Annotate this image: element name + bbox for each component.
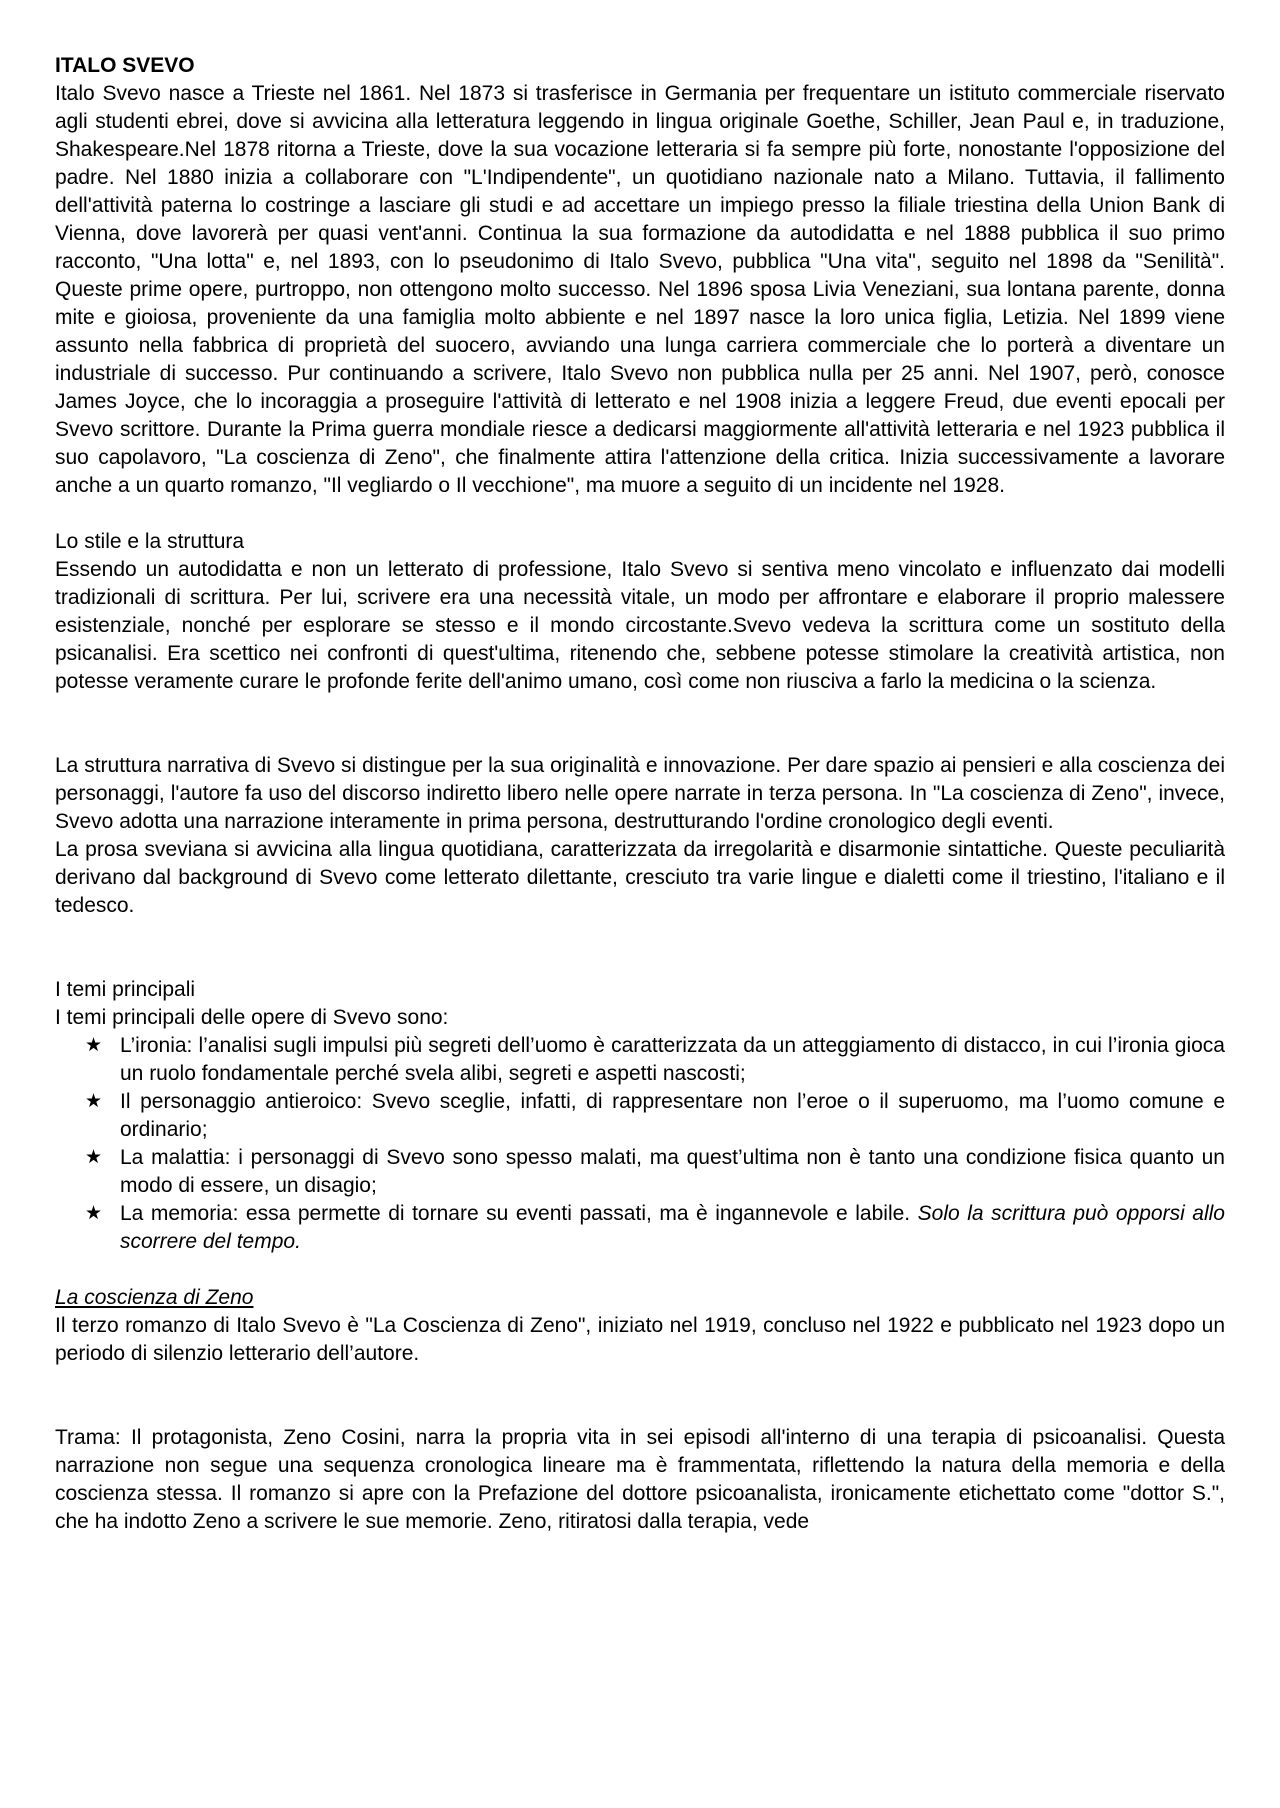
star-bullet-icon: ★ <box>85 1203 103 1224</box>
zeno-paragraph-1: Il terzo romanzo di Italo Svevo è "La Coscienza di Zeno", iniziato nel 1919, concluso nel 1922 e pubblicato nel 1923 dopo un periodo di silenzio letterario dell’autore. <box>55 1314 1225 1365</box>
blank-line <box>55 500 1225 528</box>
structure-paragraph-1: La struttura narrativa di Svevo si distingue per la sua originalità e innovazione. Per dare spazio ai pensieri e alla coscienza dei personaggi, l'autore fa uso del discorso indiretto libero nelle opere narrate in terza persona. In "La coscienza di Zeno", invece, Svevo adotta una narrazione interamente in prima persona, destrutturando l'ordine cronologico degli eventi. <box>55 754 1225 833</box>
theme-item-text-normal: La memoria: essa permette di tornare su eventi passati, ma è ingannevole e labile. <box>120 1202 918 1225</box>
theme-item-text <box>120 1200 1225 1256</box>
theme-item-text <box>120 1032 1225 1088</box>
doc-title: ITALO SVEVO <box>55 54 195 77</box>
star-bullet-icon: ★ <box>85 1035 103 1056</box>
blank-line <box>55 1368 1225 1424</box>
theme-item-text <box>120 1088 1225 1144</box>
themes-section-heading: I temi principali <box>55 978 196 1001</box>
bio-paragraph: Italo Svevo nasce a Trieste nel 1861. Nel 1873 si trasferisce in Germania per frequentare un istituto commerciale riservato agli studenti ebrei, dove si avvicina alla letteratura leggendo in lingua originale Goethe, Schiller, Jean Paul e, in traduzione, Shakespeare.Nel 1878 ritorna a Trieste, dove la sua vocazione letteraria si fa sempre più forte, nonostante l'opposizione del padre. Nel 1880 inizia a collaborare con "L'Indipendente", un quotidiano nazionale nato a Milano. Tuttavia, il fallimento dell'attività paterna lo costringe a lasciare gli studi e ad accettare un impiego presso la filiale triestina della Union Bank di Vienna, dove lavorerà per quasi vent'anni. Continua la sua formazione da autodidatta e nel 1888 pubblica il suo primo racconto, "Una lotta" e, nel 1893, con lo pseudonimo di Italo Svevo, pubblica "Una vita", seguito nel 1898 da "Senilità". Queste prime opere, purtroppo, non ottengono molto successo. Nel 1896 sposa Livia Veneziani, sua lontana parente, donna mite e gioiosa, proveniente da una famiglia molto abbiente e nel 1897 nasce la loro unica figlia, Letizia. Nel 1899 viene assunto nella fabbrica di proprietà del suocero, avviando una lunga carriera commerciale che lo porterà a diventare un industriale di successo. Pur continuando a scrivere, Italo Svevo non pubblica nulla per 25 anni. Nel 1907, però, conosce James Joyce, che lo incoraggia a proseguire l'attività di letterato e nel 1908 inizia a leggere Freud, due eventi epocali per Svevo scrittore. Durante la Prima guerra mondiale riesce a dedicarsi maggiormente all'attività letteraria e nel 1923 pubblica il suo capolavoro, "La coscienza di Zeno", che finalmente attira l'attenzione della critica. Inizia successivamente a lavorare anche a un quarto romanzo, "Il vegliardo o Il vecchione", ma muore a seguito di un incidente nel 1928. <box>55 82 1225 497</box>
style-paragraph: Essendo un autodidatta e non un letterato di professione, Italo Svevo si sentiva meno vincolato e influenzato dai modelli tradizionali di scrittura. Per lui, scrivere era una necessità vitale, un modo per affrontare e elaborare il proprio malessere esistenziale, nonché per esplorare se stesso e il mondo circostante.Svevo vedeva la scrittura come un sostituto della psicanalisi. Era scettico nei confronti di quest'ultima, ritenendo che, sebbene potesse stimolare la creatività artistica, non potesse veramente curare le profonde ferite dell'animo umano, così come non riusciva a farlo la medicina o la scienza. <box>55 558 1225 693</box>
theme-item-text <box>120 1144 1225 1200</box>
blank-line <box>55 920 1225 976</box>
theme-item-text-normal: Il personaggio antieroico: Svevo sceglie, infatti, di rappresentare non l’eroe o il superuomo, ma l’uomo comune e ordinario; <box>120 1090 1225 1141</box>
theme-item-text-normal: L’ironia: l’analisi sugli impulsi più segreti dell’uomo è caratterizzata da un atteggiamento di distacco, in cui l’ironia gioca un ruolo fondamentale perché svela alibi, segreti e aspetti nascosti; <box>120 1034 1225 1085</box>
theme-item-text-italic: Solo la scrittura può opporsi allo scorrere del tempo. <box>120 1202 1225 1253</box>
list-item <box>55 1144 1225 1200</box>
zeno-heading-line <box>55 1284 1225 1312</box>
list-item <box>55 1088 1225 1144</box>
star-bullet-icon: ★ <box>85 1147 103 1168</box>
themes-intro: I temi principali delle opere di Svevo sono: <box>55 1006 449 1029</box>
blank-line <box>55 696 1225 752</box>
list-item <box>55 1200 1225 1256</box>
star-bullet-icon: ★ <box>85 1091 103 1112</box>
theme-item-text-normal: La malattia: i personaggi di Svevo sono spesso malati, ma quest’ultima non è tanto una condizione fisica quanto un modo di essere, un disagio; <box>120 1146 1225 1197</box>
list-item <box>55 1032 1225 1088</box>
blank-line <box>55 1256 1225 1284</box>
zeno-section-heading: La coscienza di Zeno <box>55 1286 254 1309</box>
structure-paragraph-2: La prosa sveviana si avvicina alla lingua quotidiana, caratterizzata da irregolarità e disarmonie sintattiche. Queste peculiarità derivano dal background di Svevo come letterato dilettante, cresciuto tra varie lingue e dialetti come il triestino, l'italiano e il tedesco. <box>55 838 1225 917</box>
zeno-paragraph-2: Trama: Il protagonista, Zeno Cosini, narra la propria vita in sei episodi all'interno di una terapia di psicoanalisi. Questa narrazione non segue una sequenza cronologica lineare ma è frammentata, riflettendo la natura della memoria e della coscienza stessa. Il romanzo si apre con la Prefazione del dottore psicoanalista, ironicamente etichettato come "dottor S.", che ha indotto Zeno a scrivere le sue memorie. Zeno, ritiratosi dalla terapia, vede <box>55 1426 1225 1533</box>
themes-list <box>55 1032 1225 1256</box>
style-section-heading: Lo stile e la struttura <box>55 530 245 553</box>
